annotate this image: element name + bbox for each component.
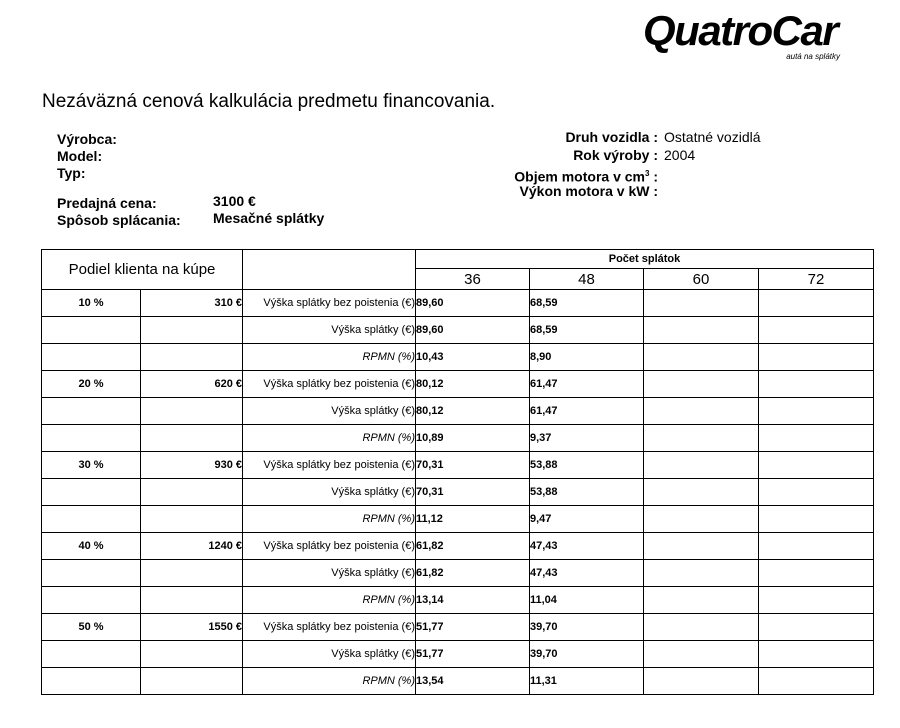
podiel-header: Podiel klienta na kúpe	[42, 250, 243, 290]
blank-cell	[141, 668, 243, 695]
value-48: 39,70	[530, 614, 644, 641]
podiel-amount: 1240 €	[141, 533, 243, 560]
value-36: 80,12	[416, 371, 530, 398]
table-row	[42, 317, 874, 344]
blank-cell	[42, 668, 141, 695]
value-60	[644, 479, 759, 506]
value-60	[644, 533, 759, 560]
value-48: 53,88	[530, 452, 644, 479]
value-48: 47,43	[530, 560, 644, 587]
logo-wordmark: QuatroCar	[643, 7, 838, 54]
podiel-percent: 20 %	[42, 371, 141, 398]
podiel-amount: 930 €	[141, 452, 243, 479]
sposob-splacania-value: Mesačné splátky	[213, 210, 325, 226]
value-60	[644, 668, 759, 695]
value-36: 51,77	[416, 614, 530, 641]
value-60	[644, 452, 759, 479]
value-36: 11,12	[416, 506, 530, 533]
blank-cell	[141, 425, 243, 452]
blank-cell	[141, 506, 243, 533]
value-48: 9,47	[530, 506, 644, 533]
value-48: 68,59	[530, 290, 644, 317]
blank-cell	[42, 425, 141, 452]
value-48: 61,47	[530, 398, 644, 425]
objem-colon: :	[649, 168, 658, 185]
podiel-percent: 50 %	[42, 614, 141, 641]
typ-label: Typ:	[57, 165, 86, 181]
podiel-amount: 620 €	[141, 371, 243, 398]
row-label: Výška splátky bez poistenia (€)	[243, 371, 416, 398]
blank-cell	[42, 317, 141, 344]
table-row	[42, 668, 874, 695]
value-72	[759, 344, 874, 371]
table-row	[42, 479, 874, 506]
value-36: 80,12	[416, 398, 530, 425]
value-72	[759, 398, 874, 425]
value-36: 51,77	[416, 641, 530, 668]
value-72	[759, 452, 874, 479]
blank-cell	[42, 560, 141, 587]
pocet-splatok-header: Počet splátok	[416, 250, 874, 269]
row-label: RPMN (%)	[243, 587, 416, 614]
financing-table	[41, 249, 874, 695]
table-row	[42, 533, 874, 560]
value-60	[644, 641, 759, 668]
value-48: 8,90	[530, 344, 644, 371]
value-72	[759, 425, 874, 452]
value-60	[644, 290, 759, 317]
value-60	[644, 614, 759, 641]
row-label: RPMN (%)	[243, 668, 416, 695]
value-36: 89,60	[416, 290, 530, 317]
blank-cell	[141, 479, 243, 506]
vykon-motora-label: Výkon motora v kW :	[519, 183, 658, 199]
value-48: 61,47	[530, 371, 644, 398]
table-row	[42, 614, 874, 641]
value-72	[759, 371, 874, 398]
value-60	[644, 587, 759, 614]
value-72	[759, 317, 874, 344]
value-48: 9,37	[530, 425, 644, 452]
objem-motora-text: Objem motora v cm	[514, 168, 645, 185]
blank-cell	[141, 317, 243, 344]
value-48: 39,70	[530, 641, 644, 668]
predajna-cena-value: 3100 €	[213, 193, 256, 209]
row-label: Výška splátky bez poistenia (€)	[243, 452, 416, 479]
value-36: 10,43	[416, 344, 530, 371]
value-60	[644, 560, 759, 587]
label-header-blank	[243, 250, 416, 290]
predajna-cena-label: Predajná cena:	[57, 195, 157, 211]
objem-superscript: 3	[644, 169, 650, 178]
table-row	[42, 452, 874, 479]
table-row	[42, 290, 874, 317]
value-48: 47,43	[530, 533, 644, 560]
value-36: 10,89	[416, 425, 530, 452]
value-60	[644, 371, 759, 398]
quatrocar-logo	[643, 8, 858, 64]
table-row	[42, 587, 874, 614]
blank-cell	[42, 641, 141, 668]
value-72	[759, 506, 874, 533]
row-label: Výška splátky (€)	[243, 641, 416, 668]
value-72	[759, 668, 874, 695]
podiel-amount: 1550 €	[141, 614, 243, 641]
value-60	[644, 425, 759, 452]
podiel-percent: 30 %	[42, 452, 141, 479]
term-header: 60	[644, 269, 759, 290]
row-label: Výška splátky (€)	[243, 479, 416, 506]
blank-cell	[141, 344, 243, 371]
term-header: 72	[759, 269, 874, 290]
podiel-amount: 310 €	[141, 290, 243, 317]
blank-cell	[42, 587, 141, 614]
term-header: 36	[416, 269, 530, 290]
value-36: 61,82	[416, 533, 530, 560]
term-header: 48	[530, 269, 644, 290]
value-36: 70,31	[416, 479, 530, 506]
sposob-splacania-label: Spôsob splácania:	[57, 212, 181, 228]
value-60	[644, 398, 759, 425]
blank-cell	[42, 479, 141, 506]
table-row	[42, 344, 874, 371]
value-48: 11,31	[530, 668, 644, 695]
value-48: 68,59	[530, 317, 644, 344]
row-label: Výška splátky (€)	[243, 317, 416, 344]
value-72	[759, 290, 874, 317]
podiel-percent: 40 %	[42, 533, 141, 560]
logo-tagline: autá na splátky	[786, 52, 840, 61]
table-row	[42, 560, 874, 587]
row-label: Výška splátky (€)	[243, 398, 416, 425]
podiel-percent: 10 %	[42, 290, 141, 317]
value-72	[759, 479, 874, 506]
value-60	[644, 344, 759, 371]
table-row	[42, 425, 874, 452]
value-72	[759, 587, 874, 614]
row-label: RPMN (%)	[243, 344, 416, 371]
value-60	[644, 506, 759, 533]
value-36: 89,60	[416, 317, 530, 344]
blank-cell	[141, 587, 243, 614]
rok-vyroby-label: Rok výroby :	[573, 147, 658, 163]
table-row	[42, 398, 874, 425]
row-label: Výška splátky bez poistenia (€)	[243, 614, 416, 641]
value-72	[759, 614, 874, 641]
rok-vyroby-value: 2004	[664, 147, 696, 163]
value-36: 61,82	[416, 560, 530, 587]
table-row	[42, 371, 874, 398]
value-60	[644, 317, 759, 344]
model-label: Model:	[57, 148, 103, 164]
value-36: 13,14	[416, 587, 530, 614]
row-label: RPMN (%)	[243, 425, 416, 452]
druh-vozidla-label: Druh vozidla :	[565, 129, 658, 145]
table-row	[42, 506, 874, 533]
row-label: RPMN (%)	[243, 506, 416, 533]
value-36: 13,54	[416, 668, 530, 695]
blank-cell	[42, 344, 141, 371]
blank-cell	[141, 560, 243, 587]
row-label: Výška splátky (€)	[243, 560, 416, 587]
druh-vozidla-value: Ostatné vozidlá	[664, 129, 761, 145]
page-title: Nezáväzná cenová kalkulácia predmetu financovania.	[42, 91, 496, 112]
vyrobca-label: Výrobca:	[57, 131, 117, 147]
table-row	[42, 641, 874, 668]
value-48: 53,88	[530, 479, 644, 506]
value-72	[759, 533, 874, 560]
value-72	[759, 641, 874, 668]
value-36: 70,31	[416, 452, 530, 479]
blank-cell	[141, 398, 243, 425]
row-label: Výška splátky bez poistenia (€)	[243, 533, 416, 560]
value-48: 11,04	[530, 587, 644, 614]
blank-cell	[141, 641, 243, 668]
row-label: Výška splátky bez poistenia (€)	[243, 290, 416, 317]
blank-cell	[42, 506, 141, 533]
blank-cell	[42, 398, 141, 425]
value-72	[759, 560, 874, 587]
